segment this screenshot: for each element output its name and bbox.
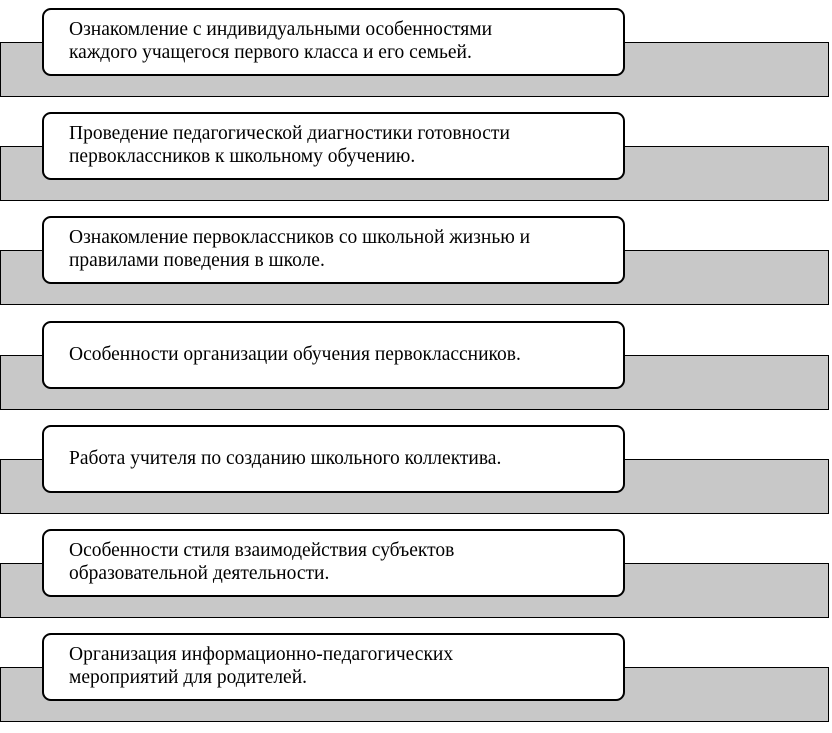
stage-box xyxy=(42,216,625,284)
stage-item-7 xyxy=(0,633,832,726)
stage-text: Особенности стиля взаимодействия субъектов образовательной деятельности. xyxy=(69,540,455,584)
stage-item-4 xyxy=(0,321,832,414)
stage-text: Организация информационно-педагогических мероприятий для родителей. xyxy=(69,644,454,688)
stage-text: Ознакомление первоклассников со школьной жизнью и правилами поведения в школе. xyxy=(69,227,531,271)
stage-box xyxy=(42,321,625,389)
stage-text: Проведение педагогической диагностики готовности первоклассников к школьному обучению. xyxy=(69,123,510,167)
stage-item-6 xyxy=(0,529,832,622)
stage-item-2 xyxy=(0,112,832,205)
stage-text: Работа учителя по созданию школьного коллектива. xyxy=(69,447,502,469)
stage-item-5 xyxy=(0,425,832,518)
stage-text: Ознакомление с индивидуальными особенностями каждого учащегося первого класса и его семьей. xyxy=(69,19,493,63)
stage-box xyxy=(42,529,625,597)
stage-box xyxy=(42,633,625,701)
stage-text: Особенности организации обучения первоклассников. xyxy=(69,343,521,365)
stage-box xyxy=(42,8,625,76)
stage-box xyxy=(42,112,625,180)
stage-item-3 xyxy=(0,216,832,309)
stage-box xyxy=(42,425,625,493)
stage-item-1 xyxy=(0,8,832,101)
